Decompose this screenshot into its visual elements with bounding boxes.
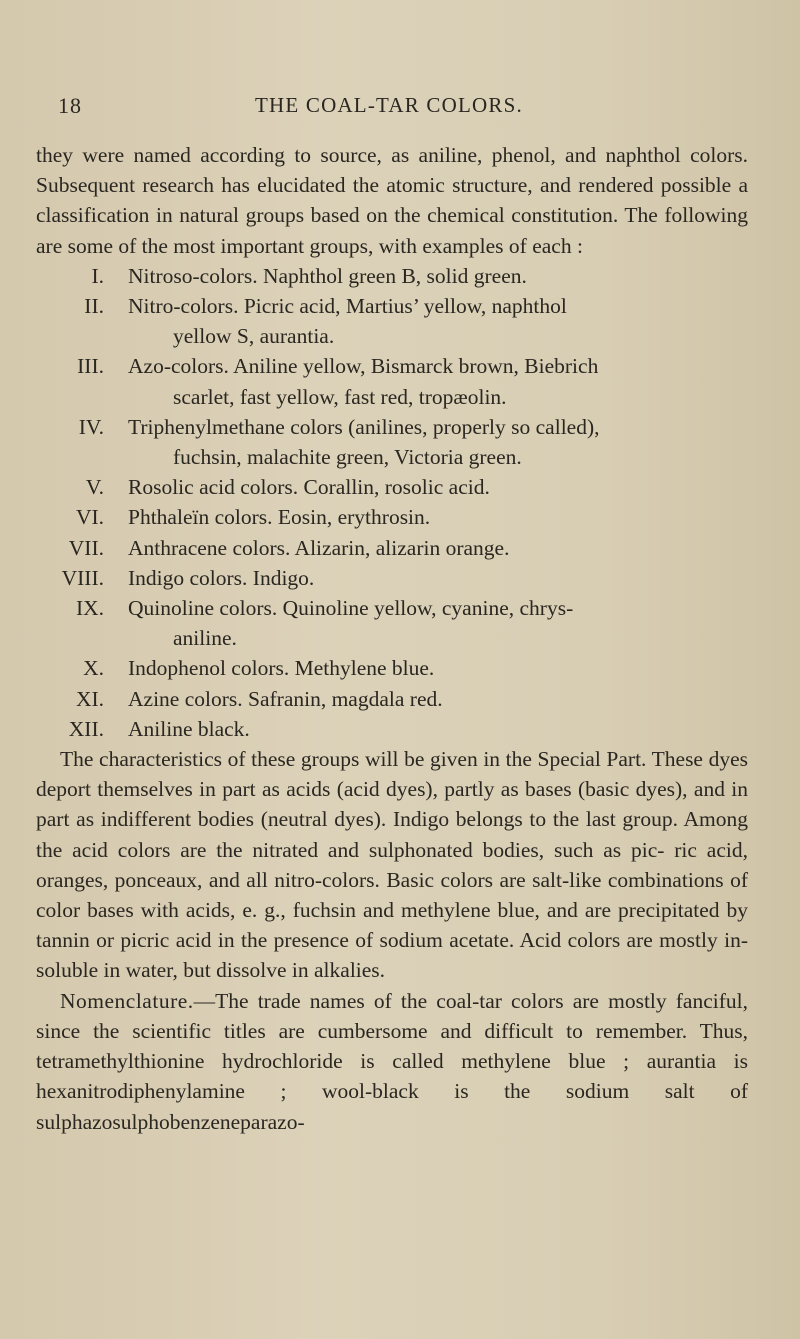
nomenclature-text: —The trade names of the coal-tar colors are mostly fanciful, since the scientific titles are cumbersome and difficult to remember. Thus, tetramethylthionine hydrochloride is called methylene blue ; aurantia is hexanitrodiphenylamine ; wool-black is the sodium salt of sulphazosulphobenzeneparazo- xyxy=(36,988,748,1134)
group-number: V. xyxy=(85,475,104,500)
group-text: Phthaleïn colors. Eosin, erythrosin. xyxy=(128,505,431,530)
list-item xyxy=(36,563,748,593)
group-text: Nitroso-colors. Naphthol green B, solid green. xyxy=(128,263,527,288)
group-number: III. xyxy=(77,354,104,379)
group-number: XI. xyxy=(75,686,104,711)
list-item xyxy=(36,291,748,351)
list-item xyxy=(36,261,748,291)
group-text: Nitro-colors. Picric acid, Martius’ yellow, naphthol xyxy=(128,294,567,319)
nomenclature-paragraph xyxy=(36,986,748,1137)
running-title: THE COAL-TAR COLORS. xyxy=(255,93,523,117)
group-text: Triphenylmethane colors (anilines, properly so called), xyxy=(128,414,600,439)
group-number: X. xyxy=(83,656,104,681)
intro-paragraph: they were named according to source, as aniline, phenol, and naphthol colors. Subsequent research has elucidated the atomic structure, and rendered possible a classification in natural groups based on the chemical constitution. The following are some of the most important groups, with examples of each : xyxy=(36,143,748,258)
group-text: Aniline black. xyxy=(128,716,250,741)
group-text-continued: yellow S, aurantia. xyxy=(173,324,335,349)
group-number: VII. xyxy=(68,535,104,560)
group-number: IV. xyxy=(78,414,104,439)
list-item xyxy=(36,714,748,744)
list-item xyxy=(36,502,748,532)
group-text-continued: scarlet, fast yellow, fast red, tropæolin. xyxy=(173,384,507,409)
list-item xyxy=(36,684,748,714)
group-number: VI. xyxy=(75,505,104,530)
group-text: Indigo colors. Indigo. xyxy=(128,565,315,590)
section-heading: Nomenclature. xyxy=(60,988,194,1013)
page-header xyxy=(0,93,800,123)
characteristics-paragraph: The characteristics of these groups will be given in the Special Part. These dyes deport themselves in part as acids (acid dyes), partly as bases (basic dyes), and in part as indifferent bodies (neutral dyes). Indigo belongs to the last group. Among the acid colors are the nitrated and sulphonated bodies, such as pic- ric acid, oranges, ponceaux, and all nitro-colors. Basic colors are salt-like combinations of color bases with acids, e. g., fuchsin and methylene blue, and are precipitated by tannin or picric acid in the presence of sodium acetate. Acid colors are mostly in- soluble in water, but dissolve in alkalies. xyxy=(36,747,748,983)
group-number: II. xyxy=(84,294,104,319)
group-text-continued: fuchsin, malachite green, Victoria green. xyxy=(173,445,522,470)
color-groups-list xyxy=(36,261,748,744)
group-text: Rosolic acid colors. Corallin, rosolic acid. xyxy=(128,475,490,500)
list-item xyxy=(36,533,748,563)
group-text-continued: aniline. xyxy=(173,626,237,651)
group-text: Azo-colors. Aniline yellow, Bismarck brown, Biebrich xyxy=(128,354,599,379)
list-item xyxy=(36,351,748,411)
list-item xyxy=(36,593,748,653)
group-text: Quinoline colors. Quinoline yellow, cyanine, chrys- xyxy=(128,596,574,621)
list-item xyxy=(36,412,748,472)
group-number: XII. xyxy=(68,716,104,741)
page-body xyxy=(36,140,748,1137)
group-number: IX. xyxy=(75,596,104,621)
list-item xyxy=(36,653,748,683)
group-number: I. xyxy=(91,263,104,288)
group-text: Anthracene colors. Alizarin, alizarin orange. xyxy=(128,535,510,560)
group-text: Indophenol colors. Methylene blue. xyxy=(128,656,435,681)
group-text: Azine colors. Safranin, magdala red. xyxy=(128,686,443,711)
page-number: 18 xyxy=(58,93,82,118)
list-item xyxy=(36,472,748,502)
group-number: VIII. xyxy=(61,565,104,590)
